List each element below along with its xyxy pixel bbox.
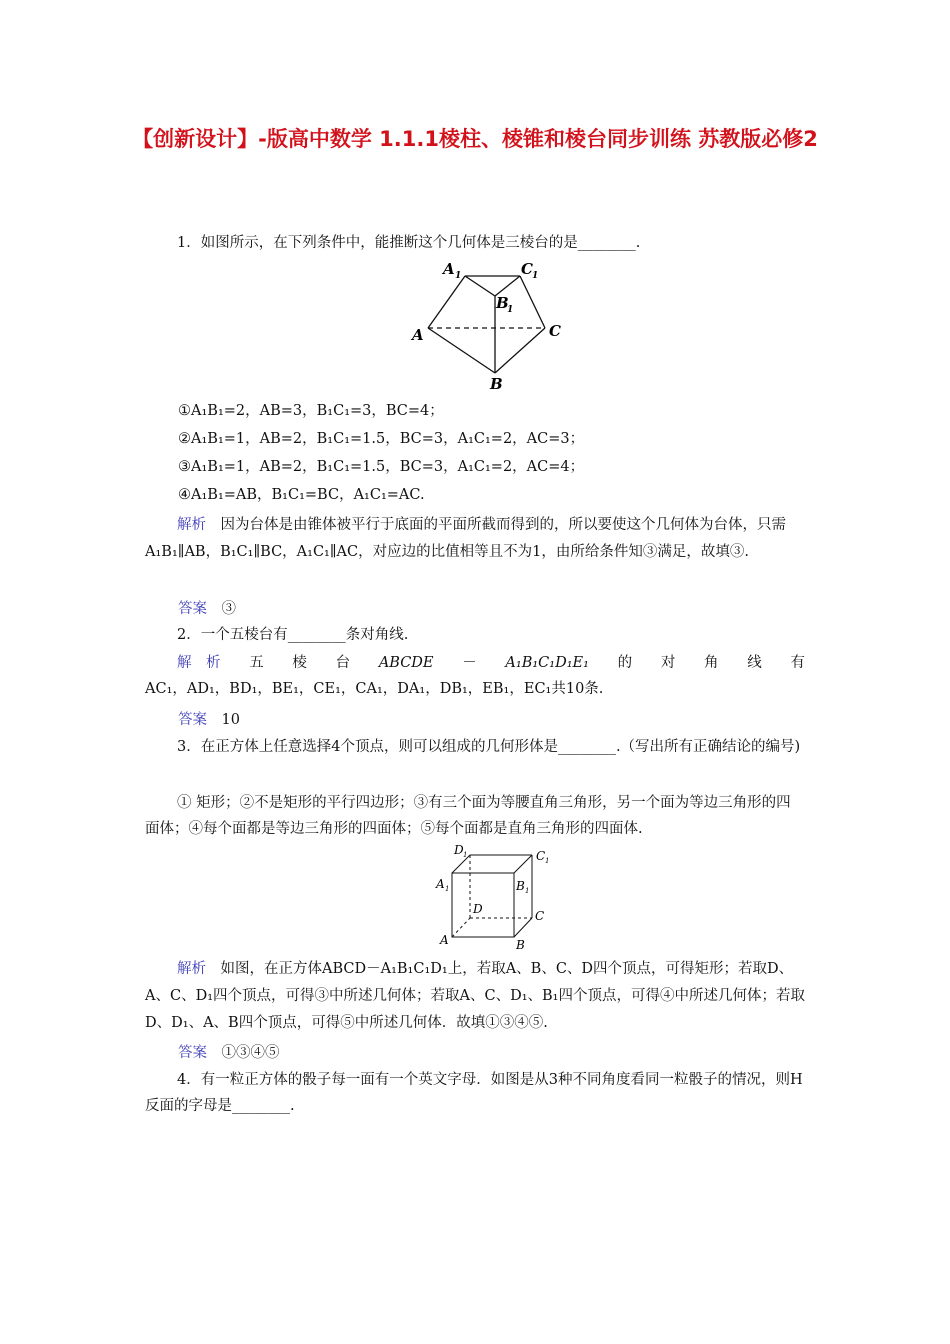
cube-label-c1: C — [536, 849, 546, 863]
q2-answer-line — [178, 708, 240, 729]
q2-stem: 2．一个五棱台有________条对角线. — [177, 627, 409, 643]
q2-word: 角 — [704, 655, 719, 671]
cube-label-d: D — [473, 902, 483, 916]
label-c1: C — [521, 260, 533, 278]
cube-label-d1: D — [454, 843, 464, 857]
q1-option-4: ④A₁B₁=AB，B₁C₁=BC，A₁C₁=AC. — [178, 487, 425, 503]
q2-word: 线 — [747, 655, 762, 671]
q1-answer-line — [178, 597, 236, 618]
q3-analysis-text: 如图，在正方体ABCD－A₁B₁C₁D₁上，若取A、B、C、D四个顶点，可得矩形；若取D、A、C、D₁四个顶点，可得③中所述几何体；若取A、C、D₁、B₁四个顶点，可得④中所述几何体；若取D、D₁、A、B四个顶点，可得⑤中所述几何体．故填①③④⑤. — [145, 961, 805, 1031]
q1-stem: 1．如图所示，在下列条件中，能推断这个几何体是三棱台的是________. — [177, 235, 641, 251]
q3-analysis — [145, 956, 805, 1037]
q2-word: 的 — [617, 655, 633, 671]
label-a: A — [412, 326, 424, 344]
q1-option-2: ②A₁B₁=1，AB=2，B₁C₁=1.5，BC=3，A₁C₁=2，AC=3； — [178, 431, 585, 447]
q2-word: 对 — [660, 655, 676, 671]
cube-label-d1-sub: 1 — [463, 851, 468, 859]
label-b: B — [490, 375, 503, 393]
cube-label-a1: A — [436, 877, 445, 891]
q2-word: 台 — [335, 655, 351, 671]
q2-word: ABCDE — [378, 655, 434, 671]
q2-word: － — [462, 655, 477, 671]
label-b1: B — [496, 294, 509, 312]
frustum-figure — [410, 258, 580, 394]
label-c: C — [549, 322, 561, 340]
q1-analysis-text: 因为台体是由锥体被平行于底面的平面所截而得到的，所以要使这个几何体为台体，只需 A₁B₁∥AB，B₁C₁∥BC，A₁C₁∥AC，对应边的比值相等且不为1，由所给条件知③满足，故填③. — [145, 517, 786, 560]
cube-label-c: C — [535, 909, 545, 923]
q4-stem: 4．有一粒正方体的骰子每一面有一个英文字母．如图是从3种不同角度看同一粒骰子的情况，则H反面的字母是________. — [145, 1072, 803, 1114]
q2-word: 棱 — [292, 655, 307, 671]
q1-option-1: ①A₁B₁=2，AB=3，B₁C₁=3，BC=4； — [178, 403, 444, 419]
label-a1-sub: 1 — [455, 271, 462, 281]
q2-analysis-label: 解 析 — [177, 655, 221, 671]
cube-label-b1: B — [516, 879, 525, 893]
cube-label-a: A — [440, 933, 449, 947]
label-c1-sub: 1 — [532, 271, 539, 281]
q1-answer-label: 答案 — [178, 601, 207, 617]
cube-figure — [428, 840, 558, 952]
q3-answer-line — [178, 1041, 280, 1062]
q1-option-3: ③A₁B₁=1，AB=2，B₁C₁=1.5，BC=3，A₁C₁=2，AC=4； — [178, 459, 585, 475]
q3-answer-label: 答案 — [178, 1045, 207, 1061]
cube-label-a1-sub: 1 — [445, 885, 450, 893]
q2-word: 五 — [249, 655, 264, 671]
q2-analysis — [145, 650, 805, 702]
label-b1-sub: 1 — [507, 305, 514, 315]
cube-label-b1-sub: 1 — [525, 887, 530, 895]
q2-word: A₁B₁C₁D₁E₁ — [505, 655, 589, 671]
cube-label-b: B — [516, 938, 525, 952]
q2-analysis-tail: AC₁，AD₁，BD₁，BE₁，CE₁，CA₁，DA₁，DB₁，EB₁，EC₁共10条. — [145, 681, 604, 697]
q3-answer: ①③④⑤ — [221, 1045, 280, 1061]
q2-answer-label: 答案 — [178, 712, 207, 728]
q3-stem: 3．在正方体上任意选择4个顶点，则可以组成的几何形体是________.（写出所有正确结论的编号) — [177, 739, 801, 755]
label-a1: A — [443, 260, 455, 278]
document-title: 【创新设计】-版高中数学 1.1.1棱柱、棱锥和棱台同步训练 苏教版必修2 — [132, 127, 818, 151]
q2-answer: 10 — [221, 712, 240, 728]
q1-answer: ③ — [221, 601, 236, 617]
q3-analysis-label: 解析 — [177, 961, 206, 977]
q3-options: ① 矩形；②不是矩形的平行四边形；③有三个面为等腰直角三角形，另一个面为等边三角形的四面体；④每个面都是等边三角形的四面体；⑤每个面都是直角三角形的四面体. — [145, 795, 791, 837]
cube-label-c1-sub: 1 — [545, 857, 550, 865]
q1-analysis — [145, 512, 805, 566]
q1-analysis-label: 解析 — [177, 517, 206, 533]
q2-word: 有 — [790, 655, 805, 671]
